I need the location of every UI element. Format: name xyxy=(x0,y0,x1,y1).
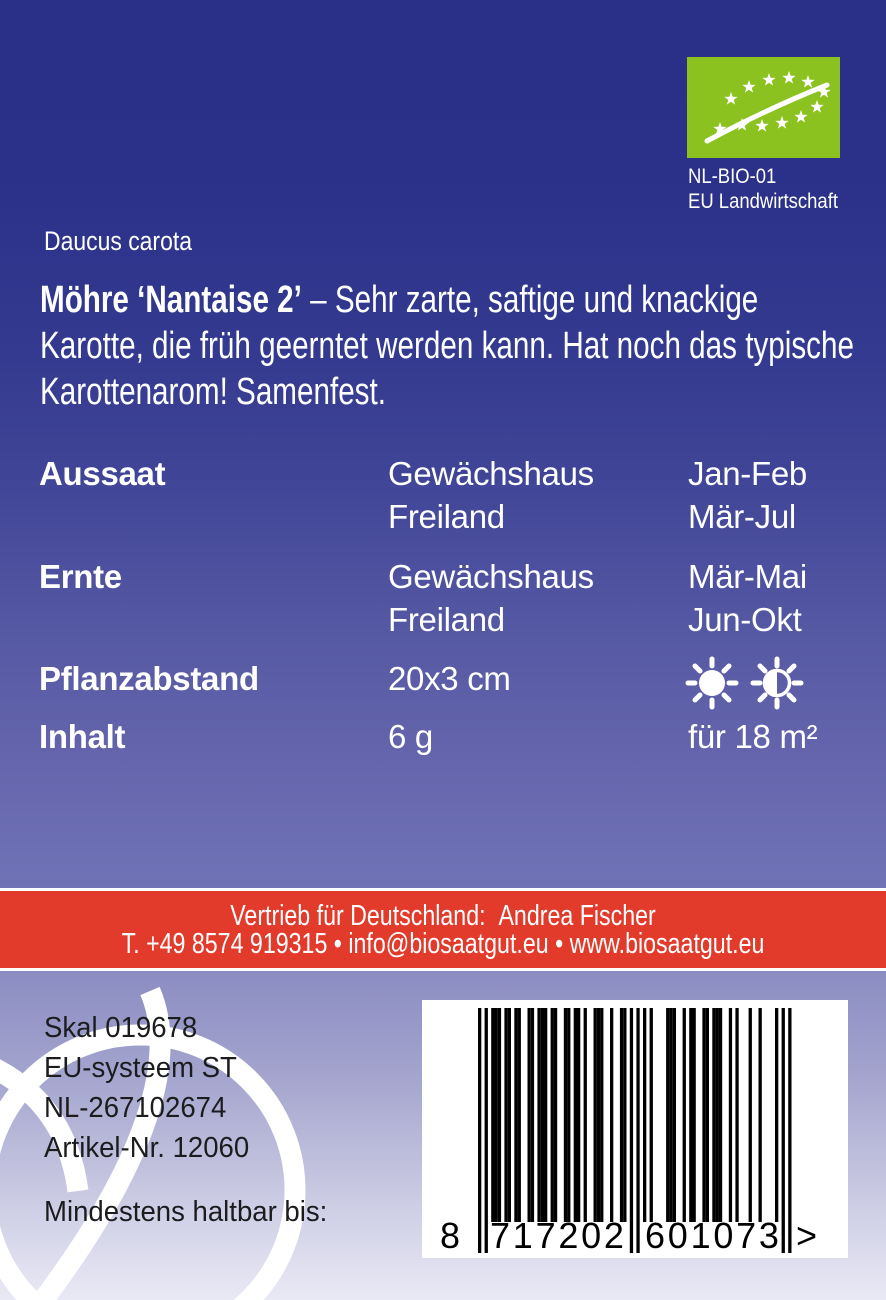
months-value: Mär-Mai xyxy=(688,558,807,595)
barcode-digits-left: 7 1 7 2 0 2 xyxy=(490,1215,624,1256)
months-value: Mär-Jul xyxy=(688,498,796,535)
content-weight: 6 g xyxy=(388,718,433,755)
certification-block xyxy=(44,1008,327,1232)
barcode-digit-lead: 8 xyxy=(440,1215,461,1256)
cert-line-skal: Skal 019678 xyxy=(44,1012,198,1044)
location-value: Freiland xyxy=(388,498,505,535)
banner-contact-line: T. +49 8574 919315 • info@biosaatgut.eu • www.biosaatgut.eu xyxy=(121,927,765,960)
sun-exposure-icons xyxy=(684,654,809,712)
cert-line-eu-system: EU-systeem ST xyxy=(44,1052,237,1084)
description-text: – Sehr zarte, saftige und knackige Karotte, die früh geerntet werden kann. Hat noch das typische Karottenarom! Samenfest. xyxy=(40,279,854,413)
row-label: Pflanzabstand xyxy=(39,660,259,697)
banner-distributor-line: Vertrieb für Deutschland: Andrea Fischer xyxy=(230,899,656,932)
species-name: Daucus carota xyxy=(44,226,192,256)
barcode-box xyxy=(422,1000,848,1258)
variety-description xyxy=(40,277,859,415)
cert-line-nl-number: NL-267102674 xyxy=(44,1092,227,1124)
eu-landwirtschaft-label: EU Landwirtschaft xyxy=(688,190,838,213)
location-column xyxy=(388,452,594,538)
barcode-digits-right: 6 0 1 0 7 3 xyxy=(645,1215,779,1256)
half-sun-icon xyxy=(753,659,801,707)
location-column xyxy=(388,555,594,641)
eu-organic-leaf-logo xyxy=(687,57,840,158)
content-area-label: für 18 m² xyxy=(688,718,818,755)
row-label: Aussaat xyxy=(39,455,166,492)
location-value: Gewächshaus xyxy=(388,558,594,595)
months-column xyxy=(688,452,807,538)
location-value: Freiland xyxy=(388,601,505,638)
best-before-label: Mindestens haltbar bis: xyxy=(44,1196,328,1228)
months-value: Jan-Feb xyxy=(688,455,807,492)
eu-logo-codes xyxy=(688,164,838,214)
row-label: Inhalt xyxy=(39,718,126,755)
variety-name: Möhre ‘Nantaise 2’ xyxy=(40,279,302,321)
cert-line-artikel: Artikel-Nr. 12060 xyxy=(44,1132,250,1164)
location-value: Gewächshaus xyxy=(388,455,594,492)
barcode-bars xyxy=(422,1000,848,1258)
barcode-suffix: > xyxy=(796,1215,818,1256)
row-label: Ernte xyxy=(39,558,122,595)
sun-icon xyxy=(688,659,736,707)
months-value: Jun-Okt xyxy=(688,601,802,638)
distribution-banner xyxy=(0,891,886,968)
spacing-value: 20x3 cm xyxy=(388,660,511,697)
nl-bio-code: NL-BIO-01 xyxy=(688,165,777,188)
months-column xyxy=(688,555,807,641)
